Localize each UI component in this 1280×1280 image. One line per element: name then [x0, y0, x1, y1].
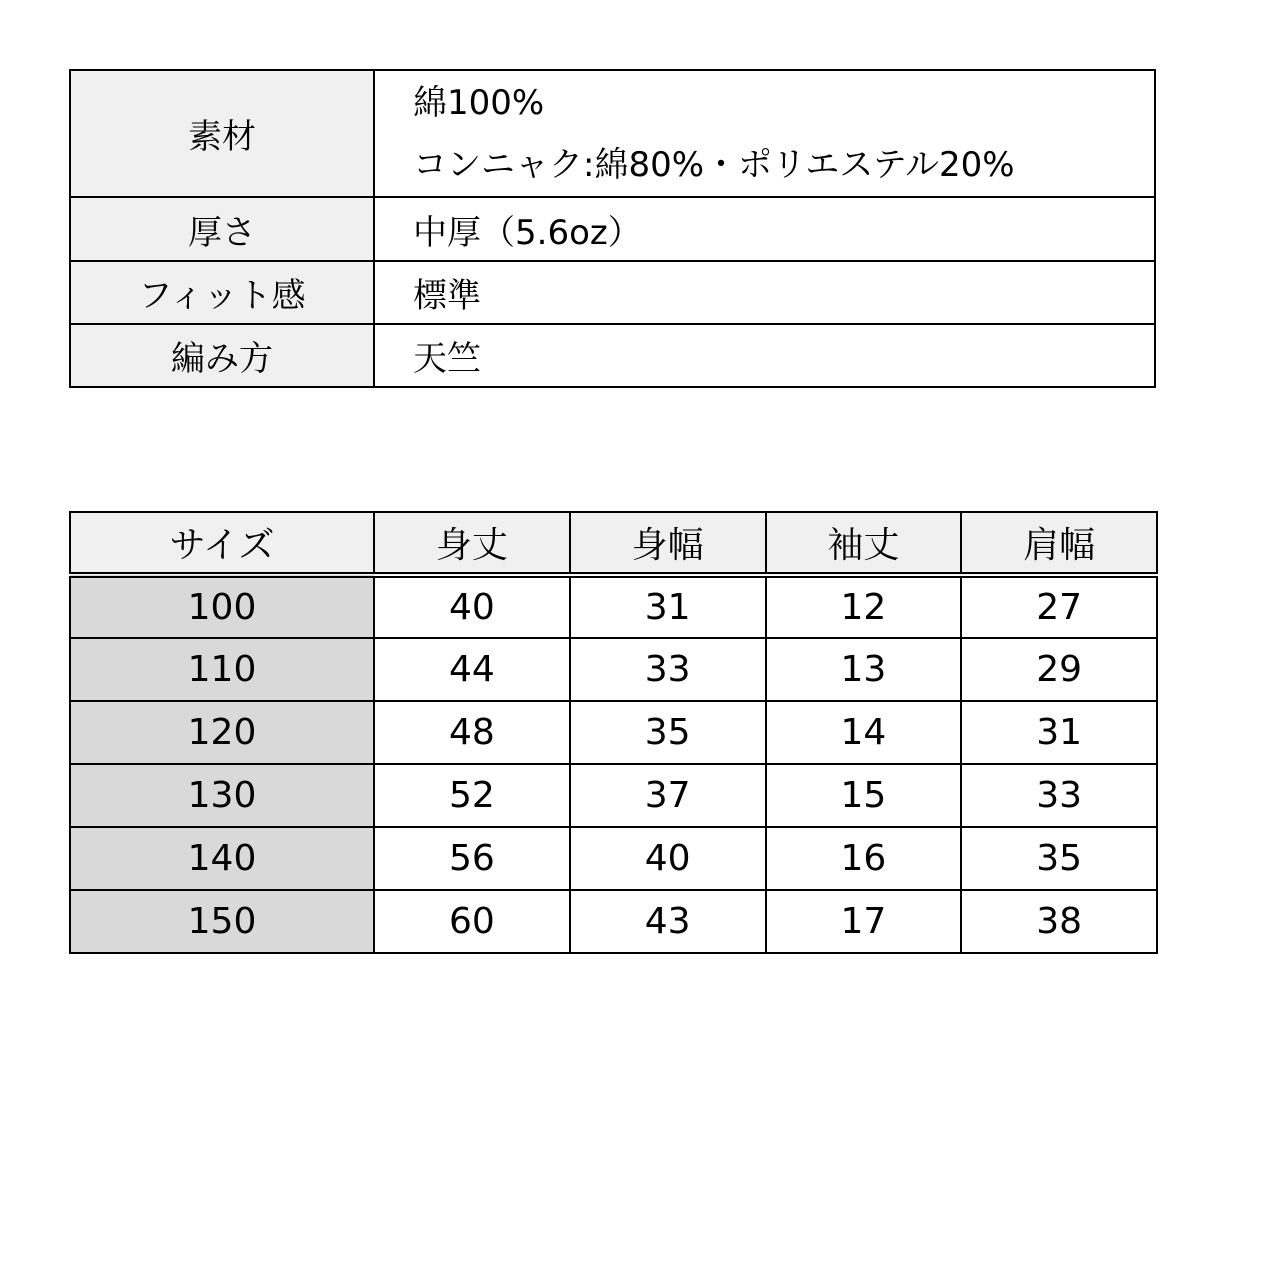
- header-body-width: 身幅: [570, 512, 766, 575]
- body-length-cell: 52: [374, 764, 570, 827]
- table-row: [70, 701, 1157, 764]
- body-length-cell: 40: [374, 575, 570, 638]
- sleeve-length-cell: 17: [766, 890, 962, 953]
- shoulder-width-cell: 29: [961, 638, 1157, 701]
- shoulder-width-cell: 35: [961, 827, 1157, 890]
- body-length-cell: 48: [374, 701, 570, 764]
- shoulder-width-cell: 33: [961, 764, 1157, 827]
- sleeve-length-cell: 16: [766, 827, 962, 890]
- size-table: [69, 511, 1158, 954]
- size-cell: 130: [70, 764, 374, 827]
- header-size: サイズ: [70, 512, 374, 575]
- sleeve-length-cell: 15: [766, 764, 962, 827]
- sleeve-length-cell: 14: [766, 701, 962, 764]
- body-width-cell: 37: [570, 764, 766, 827]
- spec-row-fit: [70, 261, 1155, 324]
- material-label: 素材: [70, 70, 374, 197]
- body-width-cell: 43: [570, 890, 766, 953]
- size-cell: 100: [70, 575, 374, 638]
- body-length-cell: 60: [374, 890, 570, 953]
- table-row: [70, 890, 1157, 953]
- body-length-cell: 56: [374, 827, 570, 890]
- table-row: [70, 638, 1157, 701]
- body-width-cell: 35: [570, 701, 766, 764]
- sleeve-length-cell: 12: [766, 575, 962, 638]
- header-sleeve-length: 袖丈: [766, 512, 962, 575]
- material-line-1: 綿100%: [413, 82, 545, 123]
- knit-value: 天竺: [374, 324, 1155, 387]
- table-row: [70, 575, 1157, 638]
- header-body-length: 身丈: [374, 512, 570, 575]
- fit-label: フィット感: [70, 261, 374, 324]
- body-width-cell: 33: [570, 638, 766, 701]
- fit-value: 標準: [374, 261, 1155, 324]
- shoulder-width-cell: 31: [961, 701, 1157, 764]
- thickness-label: 厚さ: [70, 197, 374, 261]
- spec-row-knit: [70, 324, 1155, 387]
- material-value: [374, 70, 1155, 197]
- table-row: [70, 827, 1157, 890]
- table-row: [70, 764, 1157, 827]
- size-table-header-row: [70, 512, 1157, 575]
- thickness-value: 中厚（5.6oz）: [374, 197, 1155, 261]
- size-cell: 120: [70, 701, 374, 764]
- spec-row-material: [70, 70, 1155, 197]
- header-shoulder-width: 肩幅: [961, 512, 1157, 575]
- shoulder-width-cell: 38: [961, 890, 1157, 953]
- body-length-cell: 44: [374, 638, 570, 701]
- knit-label: 編み方: [70, 324, 374, 387]
- spec-row-thickness: [70, 197, 1155, 261]
- body-width-cell: 31: [570, 575, 766, 638]
- size-cell: 150: [70, 890, 374, 953]
- material-line-2: コンニャク:綿80%・ポリエステル20%: [413, 144, 1015, 185]
- sleeve-length-cell: 13: [766, 638, 962, 701]
- size-cell: 110: [70, 638, 374, 701]
- size-cell: 140: [70, 827, 374, 890]
- spec-table: [69, 69, 1156, 388]
- shoulder-width-cell: 27: [961, 575, 1157, 638]
- body-width-cell: 40: [570, 827, 766, 890]
